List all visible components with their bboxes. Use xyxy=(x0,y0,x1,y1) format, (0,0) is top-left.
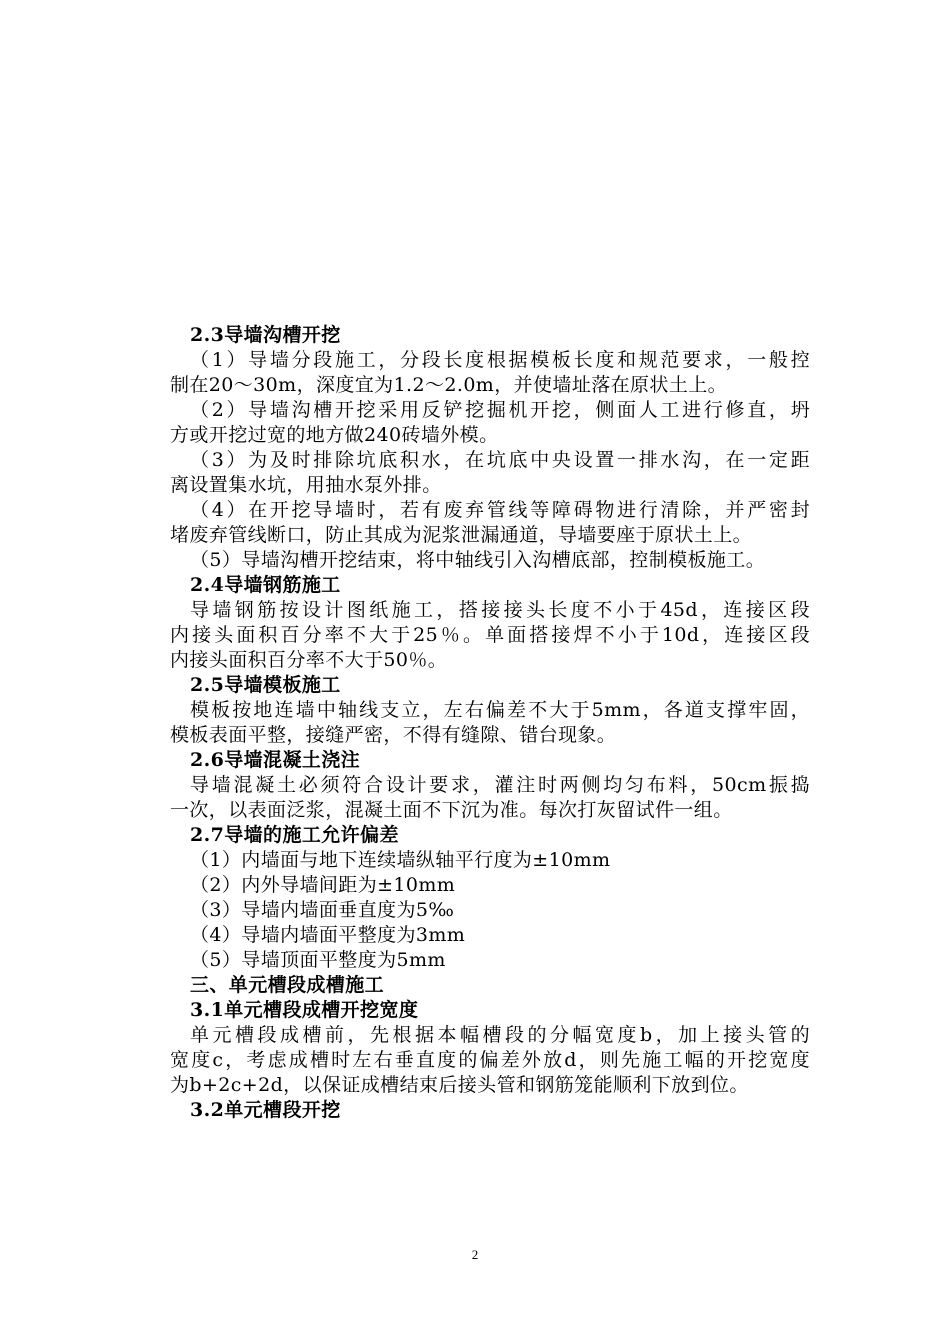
text-line: 单元槽段成槽前，先根据本幅槽段的分幅宽度b，加上接头管的 xyxy=(190,1024,810,1046)
text-line: （5）导墙顶面平整度为5mm xyxy=(190,949,446,971)
text-line: 模板按地连墙中轴线支立，左右偏差不大于5mm，各道支撑牢固， xyxy=(190,699,810,721)
text-line: 堵废弃管线断口，防止其成为泥浆泄漏通道，导墙要座于原状土上。 xyxy=(170,524,753,546)
text-line: 制在20～30m，深度宜为1.2～2.0m，并使墙址落在原状土上。 xyxy=(170,374,728,396)
text-line: （4）在开挖导墙时，若有废弃管线等障碍物进行清除，并严密封 xyxy=(190,499,810,521)
section-heading: 2.5导墙模板施工 xyxy=(190,674,341,696)
section-heading: 2.6导墙混凝土浇注 xyxy=(190,749,361,771)
document-body xyxy=(170,323,810,1123)
section-heading: 2.3导墙沟槽开挖 xyxy=(190,324,341,346)
section-heading: 2.7导墙的施工允许偏差 xyxy=(190,824,399,846)
text-line: 导墙钢筋按设计图纸施工，搭接接头长度不小于45d，连接区段 xyxy=(190,599,810,621)
text-line: 导墙混凝土必须符合设计要求，灌注时两侧均匀布料，50cm振捣 xyxy=(190,774,810,796)
text-line: 离设置集水坑，用抽水泵外排。 xyxy=(170,474,442,496)
text-line: （1）内墙面与地下连续墙纵轴平行度为±10mm xyxy=(190,849,611,871)
section-heading: 2.4导墙钢筋施工 xyxy=(190,574,341,596)
text-line: 模板表面平整，接缝严密，不得有缝隙、错台现象。 xyxy=(170,724,617,746)
text-line: （1）导墙分段施工，分段长度根据模板长度和规范要求，一般控 xyxy=(190,349,810,371)
text-line: （3）为及时排除坑底积水，在坑底中央设置一排水沟，在一定距 xyxy=(190,449,810,471)
text-line: 方或开挖过宽的地方做240砖墙外模。 xyxy=(170,424,499,446)
section-heading: 3.1单元槽段成槽开挖宽度 xyxy=(190,999,419,1021)
text-line: 一次，以表面泛浆，混凝土面不下沉为准。每次打灰留试件一组。 xyxy=(170,799,733,821)
text-line: （4）导墙内墙面平整度为3mm xyxy=(190,924,466,946)
page-number: 2 xyxy=(471,1247,479,1262)
text-line: 宽度c，考虑成槽时左右垂直度的偏差外放d，则先施工幅的开挖宽度 xyxy=(170,1049,810,1071)
text-line: （2）内外导墙间距为±10mm xyxy=(190,874,456,896)
section-heading: 3.2单元槽段开挖 xyxy=(190,1099,341,1121)
text-line: （2）导墙沟槽开挖采用反铲挖掘机开挖，侧面人工进行修直，坍 xyxy=(190,399,810,421)
text-line: 内接头面积百分率不大于50％。 xyxy=(170,649,448,671)
text-line: （3）导墙内墙面垂直度为5‰ xyxy=(190,899,455,921)
section-heading: 三、单元槽段成槽施工 xyxy=(190,974,385,996)
text-line: （5）导墙沟槽开挖结束，将中轴线引入沟槽底部，控制模板施工。 xyxy=(190,549,766,571)
text-line: 为b+2c+2d，以保证成槽结束后接头管和钢筋笼能顺利下放到位。 xyxy=(170,1074,749,1096)
text-line: 内接头面积百分率不大于25％。单面搭接焊不小于10d，连接区段 xyxy=(170,624,810,646)
